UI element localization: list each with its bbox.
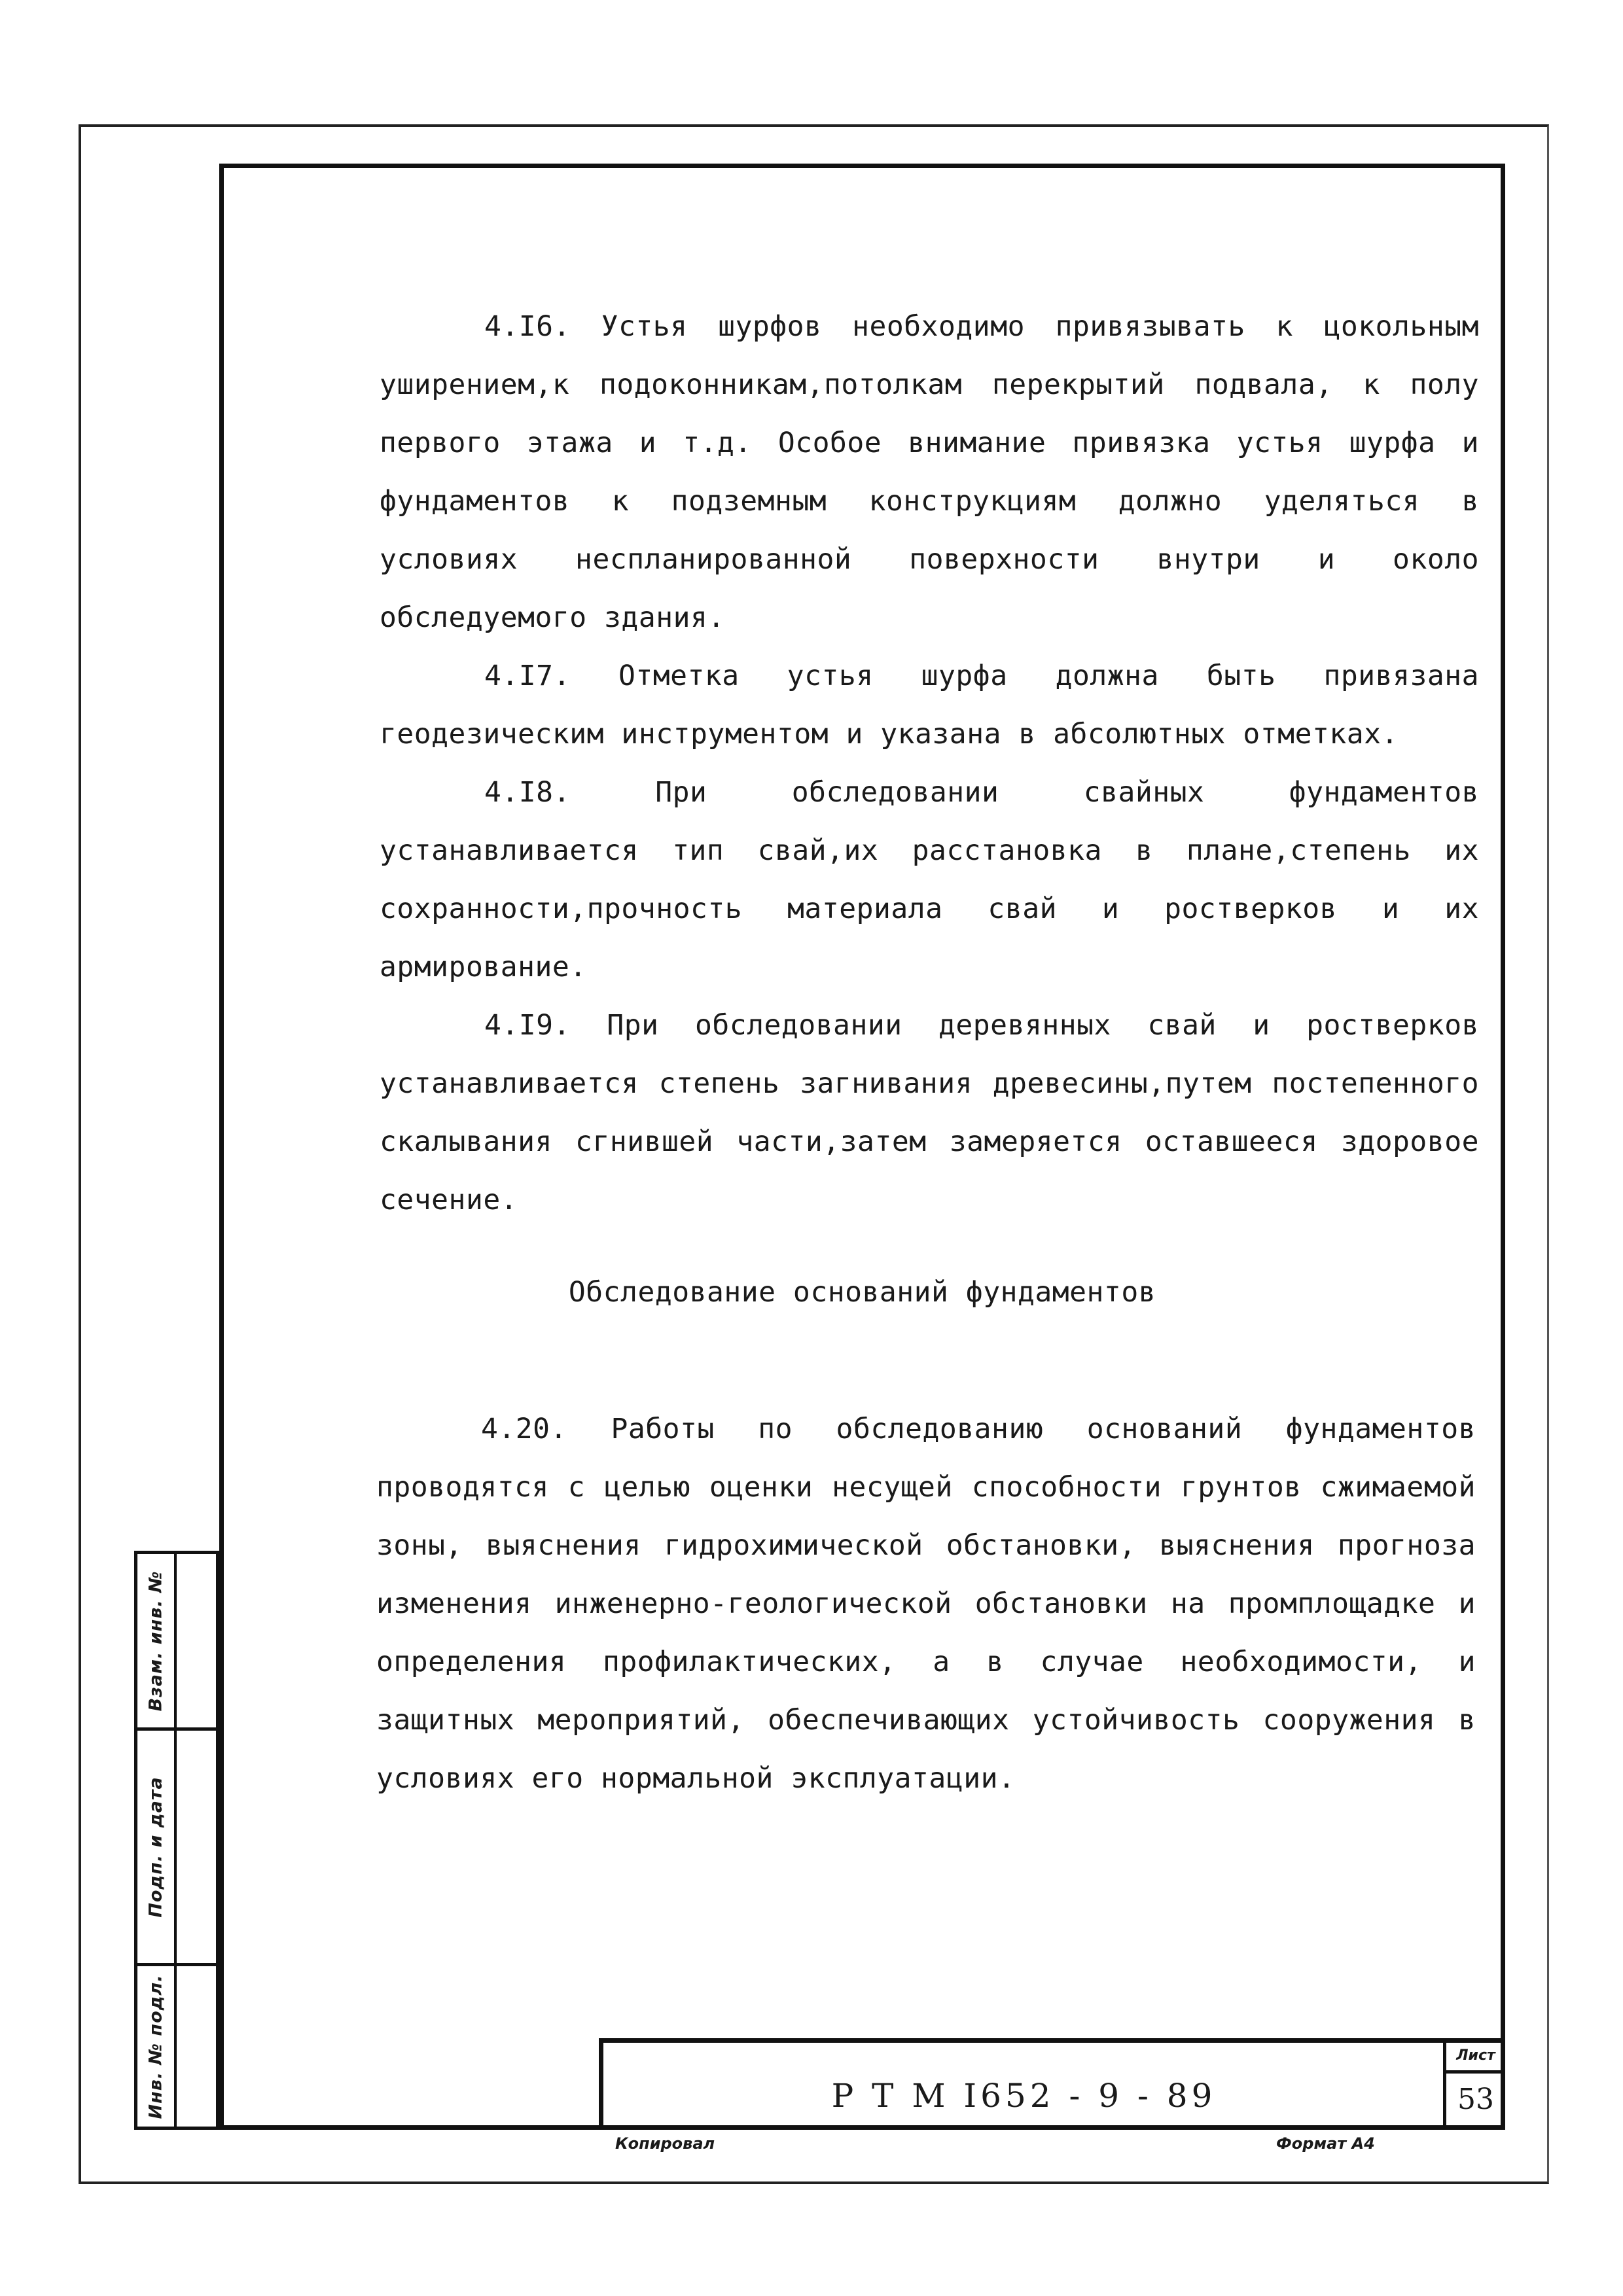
strip-label-replacement-inv: Взам. инв. № [145, 1570, 166, 1712]
strip-label-cell [137, 1731, 177, 1963]
footer-copied-by: Копировал [615, 2134, 715, 2153]
binding-strip [134, 1551, 219, 2130]
strip-label-cell [137, 1554, 177, 1727]
paragraph-4-20: 4.20. Работы по обследованию оснований фундаментов проводятся с целью оценки несущей способности грунтов сжимаемой зоны, выяснения гидрохимической обстановки, выяснения прогноза изменения инженерно-геологической обстановки на промплощадке и определения профилактических, а в случае необходимости, и защитных мероприятий, обеспечивающих устойчивость сооружения в условиях его нормальной эксплуатации. [376, 1413, 1476, 1795]
sheet-label: Лист [1446, 2043, 1505, 2074]
paragraph-4-19: 4.I9. При обследовании деревянных свай и ростверков устанавливается степень загнивания древесины,путем постепенного скалывания сгнившей части,затем замеряется оставшееся здоровое сечение. [380, 1009, 1479, 1216]
strip-cell-original [137, 1966, 216, 2127]
paragraph-4-17: 4.I7. Отметка устья шурфа должна быть привязана геодезическим инструментом и указана в абсолютных отметках. [380, 660, 1479, 751]
section-text [376, 1400, 1476, 1808]
paragraph-4-18: 4.I8. При обследовании свайных фундаментов устанавливается тип свай,их расстановка в плане,степень их сохранности,прочность материала свай и ростверков и их армирование. [380, 776, 1479, 983]
sheet-number: 53 [1457, 2083, 1494, 2116]
strip-label-original-inv: Инв. № подл. [145, 1974, 166, 2119]
sheet-box [1443, 2043, 1505, 2130]
footer-format: Формат А4 [1276, 2134, 1375, 2153]
strip-label-signature-date: Подп. и дата [145, 1776, 166, 1918]
main-text [380, 298, 1479, 1229]
document-code: Р Т М I652 - 9 - 89 [831, 2077, 1217, 2115]
strip-label-cell [137, 1966, 177, 2127]
strip-cell-signature [137, 1731, 216, 1966]
section-heading: Обследование оснований фундаментов [568, 1276, 1156, 1309]
strip-cell-replacement [137, 1554, 216, 1731]
paragraph-4-16: 4.I6. Устья шурфов необходимо привязывать к цокольным уширением,к подоконникам,потолкам перекрытий подвала, к полу первого этажа и т.д. Особое внимание привязка устья шурфа и фундаментов к подземным конструкциям должно уделяться в условиях неспланированной поверхности внутри и около обследуемого здания. [380, 310, 1479, 634]
title-block [599, 2038, 1505, 2130]
